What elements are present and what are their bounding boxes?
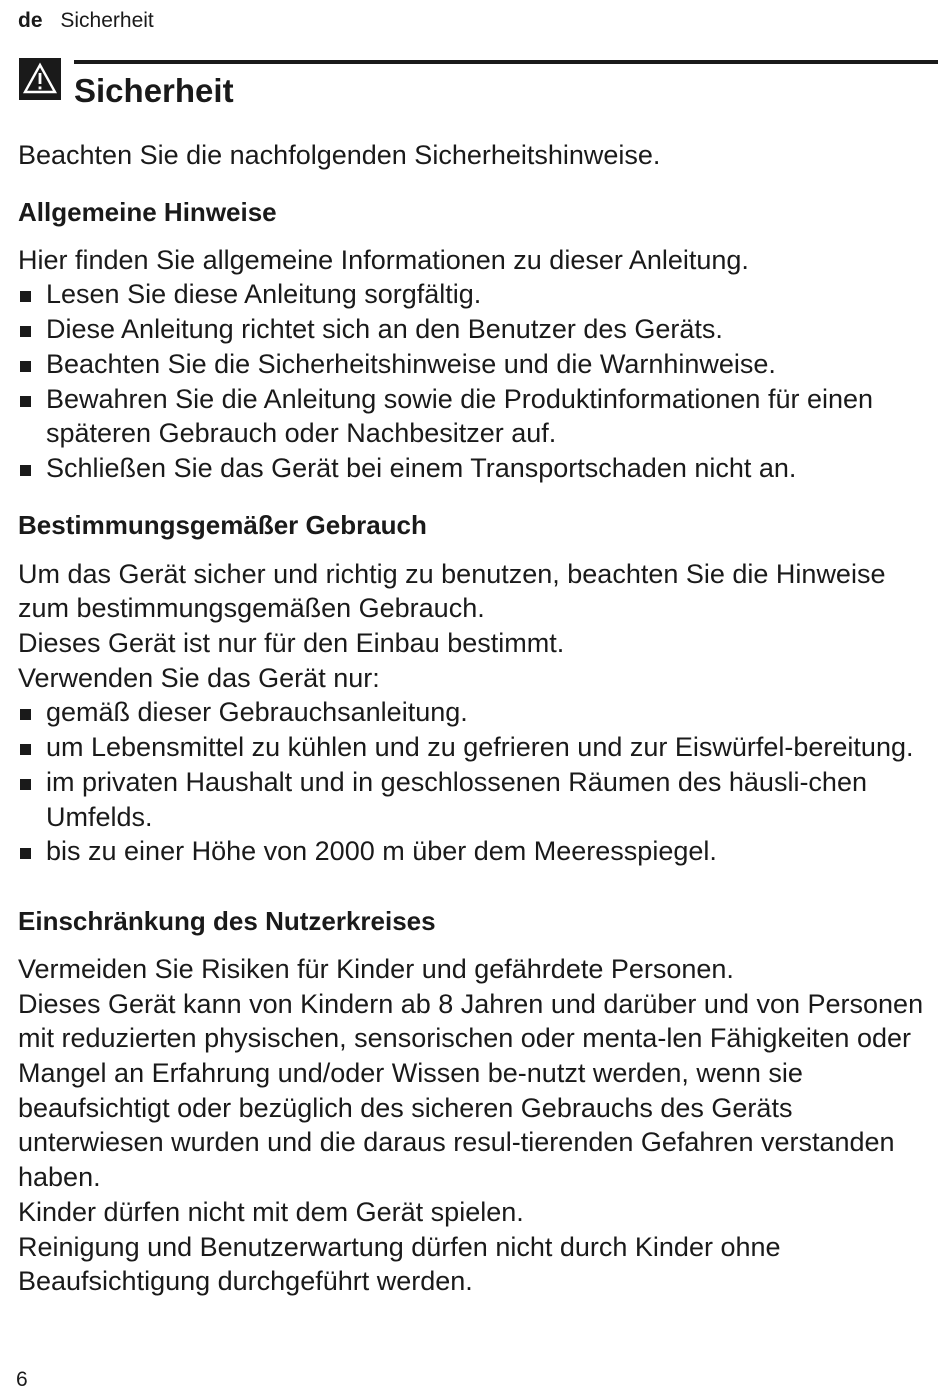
general-list bbox=[18, 277, 938, 485]
intro-text: Beachten Sie die nachfolgenden Sicherheitshinweise. bbox=[18, 140, 661, 170]
list-item: Bewahren Sie die Anleitung sowie die Produktinformationen für einen späteren Gebrauch oder Nachbesitzer auf. bbox=[18, 382, 938, 451]
intended-use-p2: Dieses Gerät ist nur für den Einbau bestimmt. bbox=[18, 628, 565, 659]
page-title: Sicherheit bbox=[74, 72, 234, 109]
heading-general: Allgemeine Hinweise bbox=[18, 196, 277, 227]
list-item: Lesen Sie diese Anleitung sorgfältig. bbox=[18, 277, 938, 312]
list-item: bis zu einer Höhe von 2000 m über dem Meeresspiegel. bbox=[18, 834, 938, 869]
list-item: gemäß dieser Gebrauchsanleitung. bbox=[18, 695, 938, 730]
language-code: de bbox=[18, 9, 43, 32]
users-p2: Dieses Gerät kann von Kindern ab 8 Jahren und darüber und von Personen mit reduzierten physischen, sensorischen oder menta-len Fähigkeiten oder Mangel an Erfahrung und/oder Wissen be-nutzt werden, wenn sie beaufsichtigt oder bezüglich des sicheren Gebrauchs des Geräts unterwiesen wurden und die daraus resul-tierenden Gefahren verstanden haben. bbox=[18, 988, 924, 1193]
users-p1: Vermeiden Sie Risiken für Kinder und gefährdete Personen. bbox=[18, 953, 734, 984]
heading-intended-use: Bestimmungsgemäßer Gebrauch bbox=[18, 509, 427, 540]
list-item: Schließen Sie das Gerät bei einem Transportschaden nicht an. bbox=[18, 451, 938, 486]
page-number: 6 bbox=[16, 1368, 28, 1391]
users-p3: Kinder dürfen nicht mit dem Gerät spielen. bbox=[18, 1196, 524, 1227]
list-item: um Lebensmittel zu kühlen und zu gefrieren und zur Eiswürfel-bereitung. bbox=[18, 730, 938, 765]
list-item: Beachten Sie die Sicherheitshinweise und die Warnhinweise. bbox=[18, 347, 938, 382]
intended-use-list bbox=[18, 695, 938, 869]
users-p4: Reinigung und Benutzerwartung dürfen nicht durch Kinder ohne Beaufsichtigung durchgeführt werden. bbox=[18, 1231, 781, 1297]
title-rule bbox=[74, 60, 938, 64]
header-section: Sicherheit bbox=[60, 9, 154, 32]
content bbox=[18, 138, 938, 1299]
warning-triangle-icon bbox=[19, 58, 61, 100]
general-text: Hier finden Sie allgemeine Informationen zu dieser Anleitung. bbox=[18, 244, 749, 275]
intended-use-p3: Verwenden Sie das Gerät nur: bbox=[18, 662, 380, 693]
heading-users: Einschränkung des Nutzerkreises bbox=[18, 905, 436, 936]
list-item: Diese Anleitung richtet sich an den Benutzer des Geräts. bbox=[18, 312, 938, 347]
intended-use-p1: Um das Gerät sicher und richtig zu benutzen, beachten Sie die Hinweise zum bestimmungsgemäßen Gebrauch. bbox=[18, 558, 886, 624]
page-header bbox=[18, 9, 154, 33]
list-item: im privaten Haushalt und in geschlossenen Räumen des häusli-chen Umfelds. bbox=[18, 765, 938, 834]
